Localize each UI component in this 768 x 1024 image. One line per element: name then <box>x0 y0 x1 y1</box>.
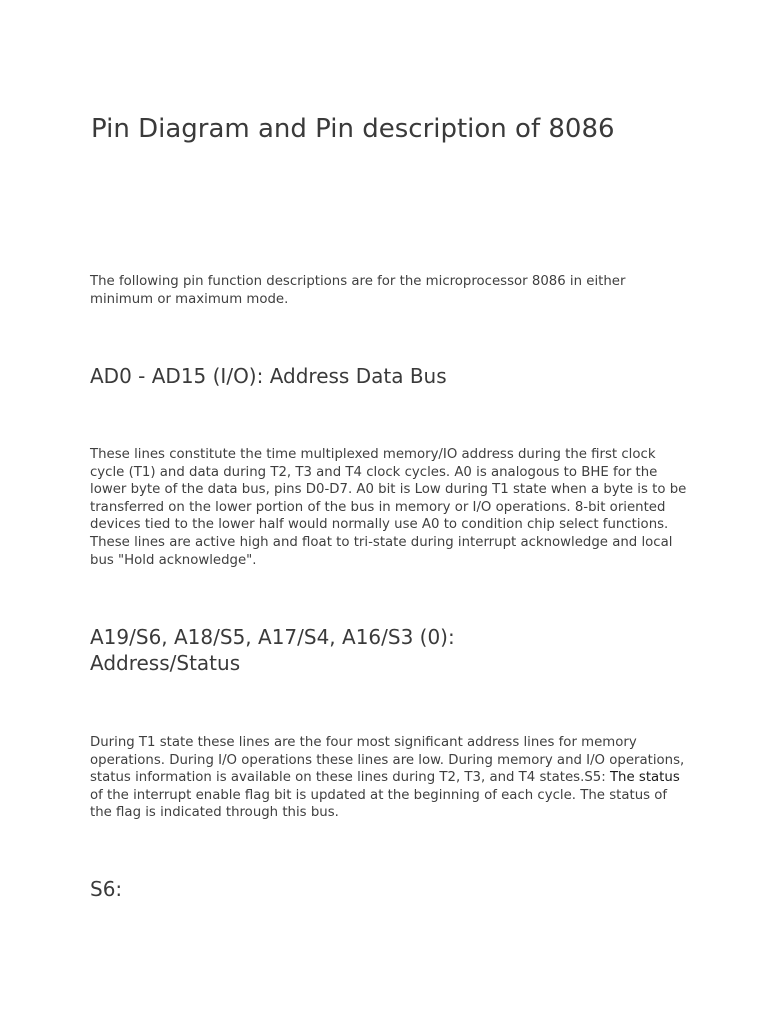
page-title: Pin Diagram and Pin description of 8086 <box>91 114 615 144</box>
section-body-address-status-text-1: During T1 state these lines are the four most significant address lines for memory operations. During I/O operations these lines are low. During memory and I/O operations, status information is available on these lines during T2, T3, and T4 states.S5: <box>90 735 685 786</box>
status-link[interactable]: The status <box>609 770 680 786</box>
section-body-address-status-text-2: of the interrupt enable flag bit is updated at the beginning of each cycle. The status of the flag is indicated through this bus. <box>90 787 668 821</box>
section-heading-address-data-bus: AD0 - AD15 (I/O): Address Data Bus <box>90 364 447 388</box>
section-body-address-status <box>90 734 690 822</box>
section-body-address-data-bus: These lines constitute the time multiplexed memory/IO address during the first clock cycle (T1) and data during T2, T3 and T4 clock cycles. A0 is analogous to BHE for the lower byte of the data bus, pins D0-D7. A0 bit is Low during T1 state when a byte is to be transferred on the lower portion of the bus in memory or I/O operations. 8-bit oriented devices tied to the lower half would normally use A0 to condition chip select functions. These lines are active high and float to tri-state during interrupt acknowledge and local bus "Hold acknowledge". <box>90 447 687 568</box>
section-heading-s6: S6: <box>90 877 123 901</box>
section-heading-address-status <box>90 624 710 676</box>
section-heading-address-status-line1: A19/S6, A18/S5, A17/S4, A16/S3 (0): <box>90 625 455 649</box>
intro-paragraph: The following pin function descriptions are for the microprocessor 8086 in either minimum or maximum mode. <box>90 274 626 307</box>
section-heading-address-status-line2: Address/Status <box>90 651 241 675</box>
